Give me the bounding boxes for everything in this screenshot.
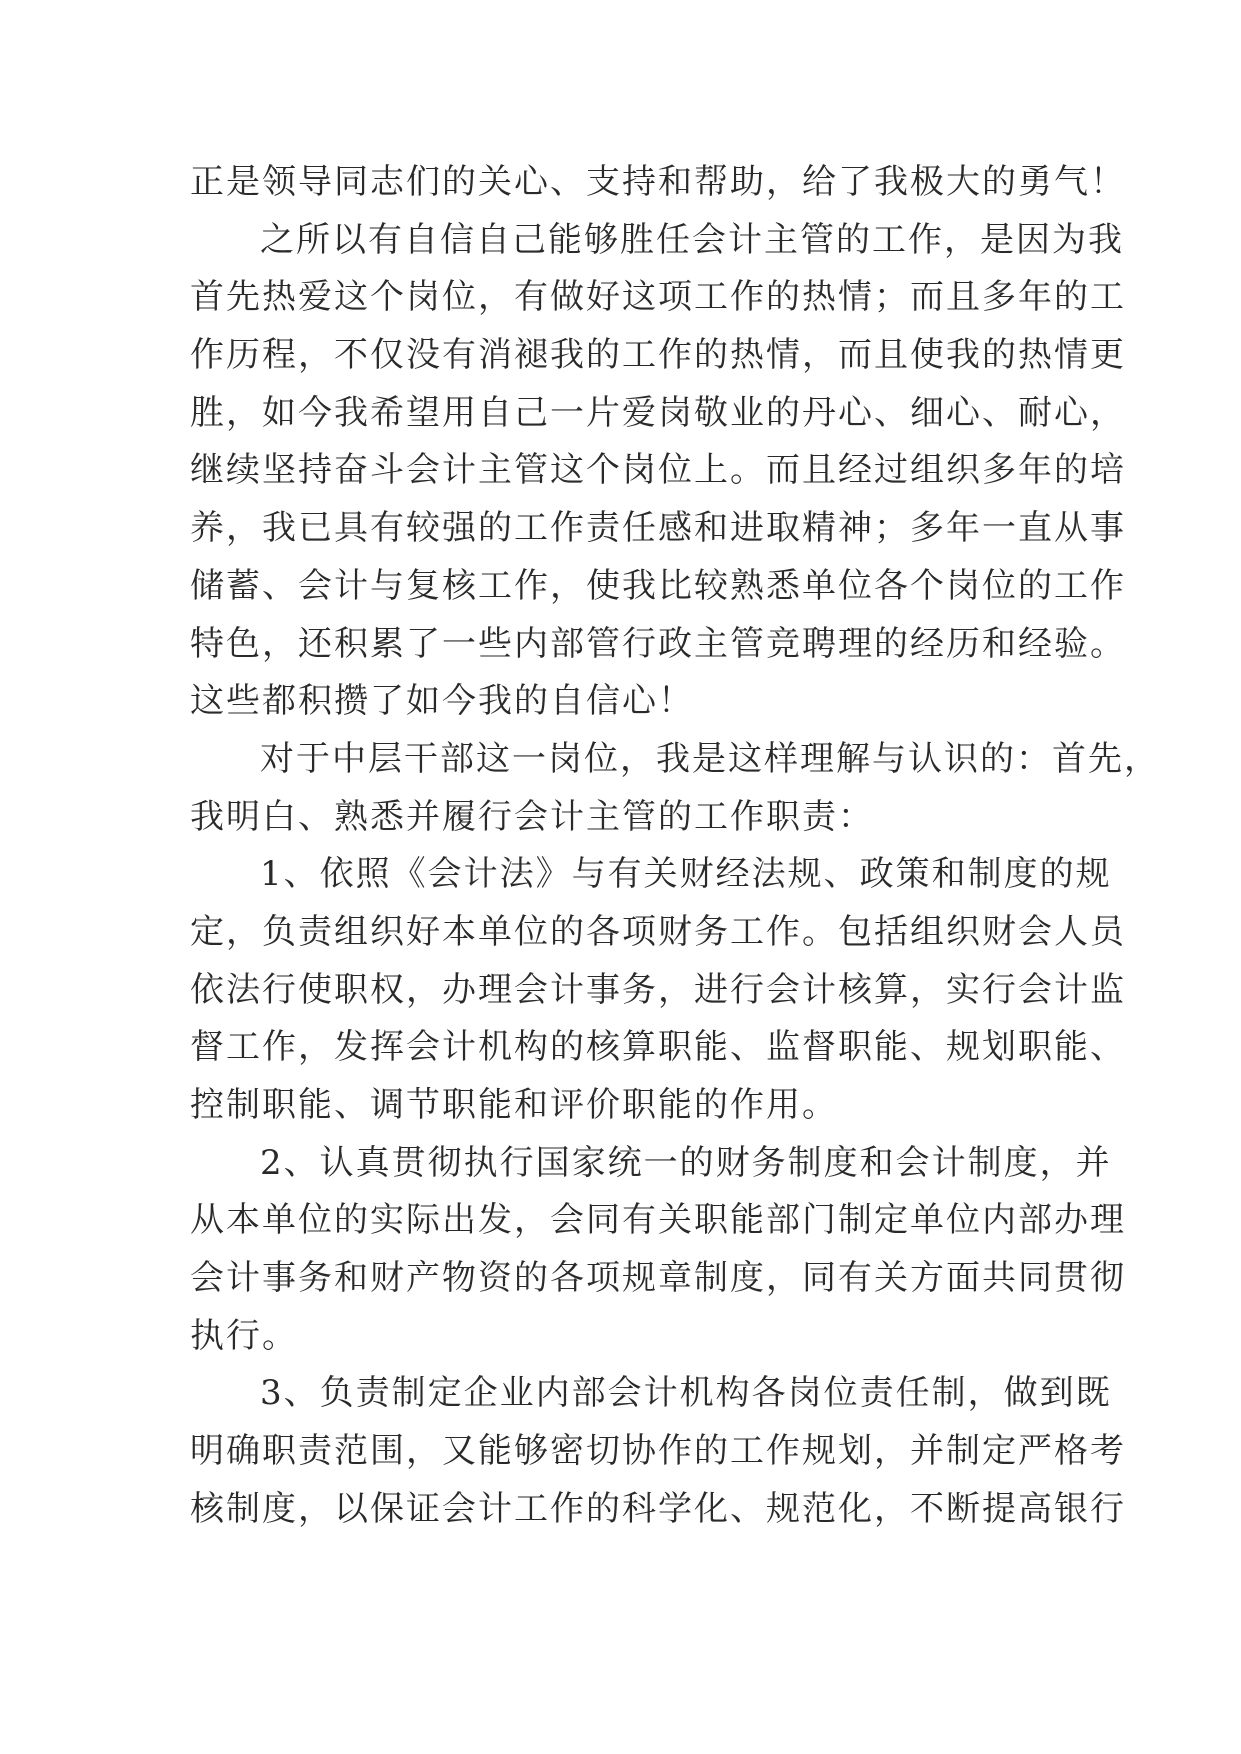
text-line: 胜，如今我希望用自己一片爱岗敬业的丹心、细心、耐心，	[190, 392, 1126, 433]
text-line: 控制职能、调节职能和评价职能的作用。	[190, 1085, 838, 1125]
text-line: 继续坚持奋斗会计主管这个岗位上。而且经过组织多年的培	[190, 450, 1126, 491]
text-line: 正是领导同志们的关心、支持和帮助，给了我极大的勇气！	[190, 162, 1126, 202]
text-line: 督工作，发挥会计机构的核算职能、监督职能、规划职能、	[190, 1027, 1126, 1068]
text-line: 这些都积攒了如今我的自信心！	[190, 681, 694, 722]
text-line: 会计事务和财产物资的各项规章制度，同有关方面共同贯彻	[190, 1258, 1126, 1299]
text-line: 定，负责组织好本单位的各项财务工作。包括组织财会人员	[190, 911, 1126, 952]
text-line: 养，我已具有较强的工作责任感和进取精神；多年一直从事	[190, 508, 1126, 549]
text-line: 特色，还积累了一些内部管行政主管竞聘理的经历和经验。	[190, 623, 1126, 664]
text-line: 我明白、熟悉并履行会计主管的工作职责：	[190, 796, 874, 837]
text-line: 首先热爱这个岗位，有做好这项工作的热情；而且多年的工	[190, 277, 1126, 318]
text-line: 之所以有自信自己能够胜任会计主管的工作，是因为我	[260, 219, 1124, 260]
text-line: 3、负责制定企业内部会计机构各岗位责任制，做到既	[260, 1373, 1112, 1414]
text-line: 1、依照《会计法》与有关财经法规、政策和制度的规	[260, 854, 1112, 895]
text-line: 执行。	[190, 1315, 298, 1356]
text-line: 核制度，以保证会计工作的科学化、规范化，不断提高银行	[190, 1488, 1126, 1529]
text-line: 依法行使职权，办理会计事务，进行会计核算，实行会计监	[190, 969, 1126, 1010]
text-line: 明确职责范围，又能够密切协作的工作规划，并制定严格考	[190, 1431, 1126, 1472]
document-body	[190, 154, 1160, 1539]
text-line: 储蓄、会计与复核工作，使我比较熟悉单位各个岗位的工作	[190, 565, 1126, 606]
text-line: 对于中层干部这一岗位，我是这样理解与认识的：首先，	[260, 738, 1160, 779]
text-line: 2、认真贯彻执行国家统一的财务制度和会计制度，并	[260, 1142, 1112, 1183]
text-line: 从本单位的实际出发，会同有关职能部门制定单位内部办理	[190, 1200, 1126, 1241]
text-line: 作历程，不仅没有消褪我的工作的热情，而且使我的热情更	[190, 335, 1126, 376]
